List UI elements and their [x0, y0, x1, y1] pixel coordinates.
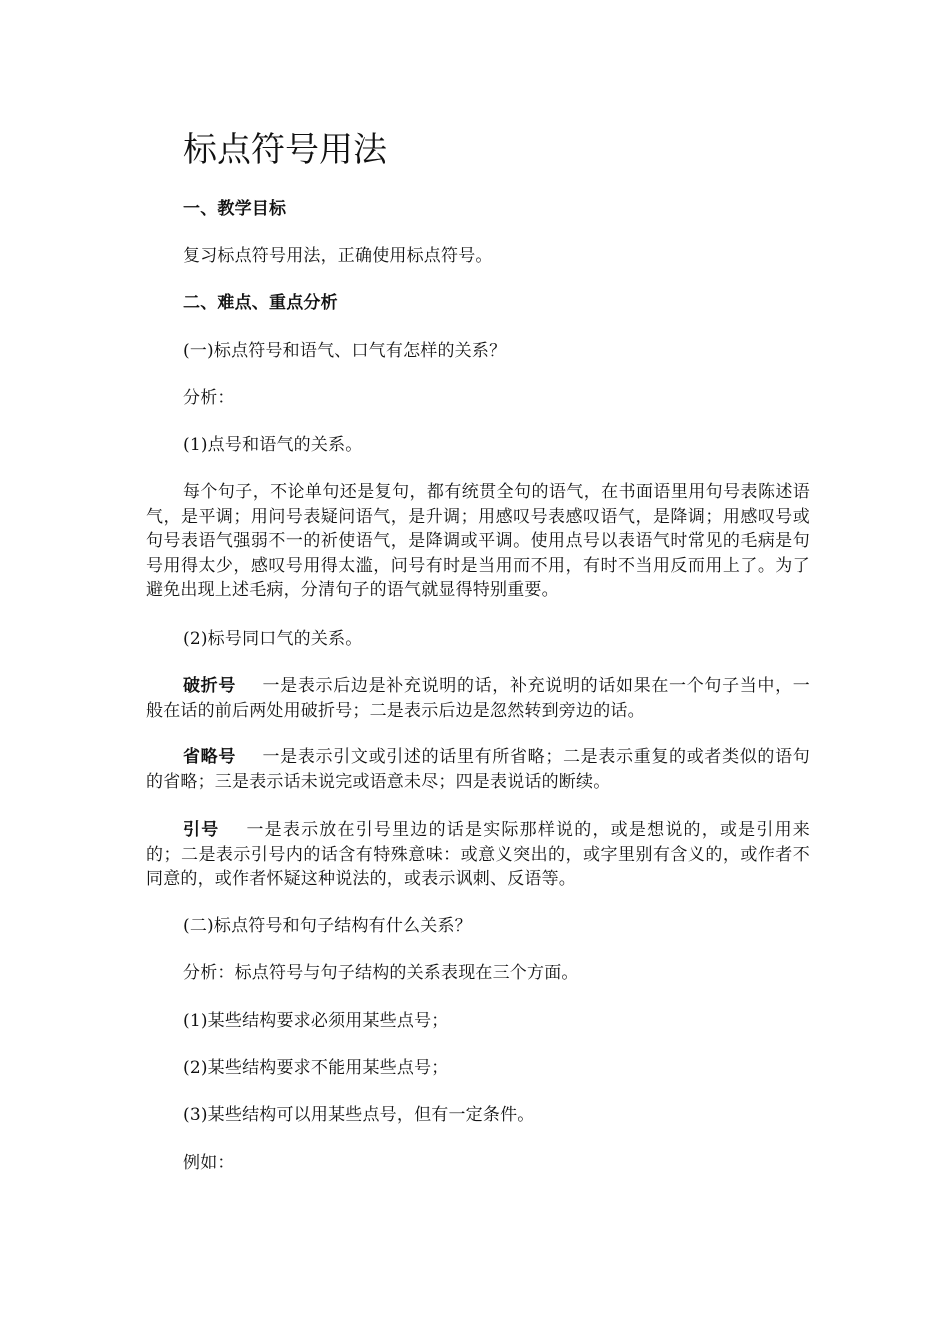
list-item-3: (3)某些结构可以用某些点号，但有一定条件。: [183, 1105, 535, 1125]
point-1-title: (1)点号和语气的关系。: [183, 435, 363, 455]
section-heading-objectives: 一、教学目标: [183, 199, 287, 219]
dash-paragraph: [146, 674, 810, 723]
point-2-title: (2)标号同口气的关系。: [183, 629, 363, 649]
ellipsis-body: 一是表示引文或引述的话里有所省略；二是表示重复的或者类似的语句的省略；三是表示话未说完或语意未尽；四是表说话的断续。: [146, 747, 810, 792]
quote-term: 引号: [183, 820, 220, 840]
section-heading-analysis: 二、难点、重点分析: [183, 293, 338, 313]
analysis-label: 分析：: [183, 388, 235, 408]
dash-term: 破折号: [183, 676, 237, 696]
list-item-2: (2)某些结构要求不能用某些点号；: [183, 1058, 449, 1078]
dash-body: 一是表示后边是补充说明的话，补充说明的话如果在一个句子当中，一般在话的前后两处用破折号；二是表示后边是忽然转到旁边的话。: [146, 676, 810, 721]
quote-body: 一是表示放在引号里边的话是实际那样说的，或是想说的，或是引用来的；二是表示引号内的话含有特殊意味：或意义突出的，或字里别有含义的，或作者不同意的，或作者怀疑这种说法的，或表示讽刺、反语等。: [146, 820, 811, 889]
question-1: (一)标点符号和语气、口气有怎样的关系？: [183, 341, 507, 361]
point-1-body: 每个句子，不论单句还是复句，都有统贯全句的语气，在书面语里用句号表陈述语气，是平调；用问号表疑问语气，是升调；用感叹号表感叹语气，是降调；用感叹号或句号表语气强弱不一的祈使语气，是降调或平调。使用点号以表语气时常见的毛病是句号用得太少，感叹号用得太滥，问号有时是当用而不用，有时不当用反而用上了。为了避免出现上述毛病，分清句子的语气就显得特别重要。: [146, 482, 810, 600]
question-2: (二)标点符号和句子结构有什么关系？: [183, 916, 472, 936]
objectives-text: 复习标点符号用法，正确使用标点符号。: [183, 246, 493, 266]
ellipsis-paragraph: [146, 745, 810, 794]
quote-paragraph: [146, 818, 810, 892]
page-title: 标点符号用法: [183, 130, 387, 170]
list-item-1: (1)某些结构要求必须用某些点号；: [183, 1011, 449, 1031]
example-label: 例如：: [183, 1153, 235, 1173]
ellipsis-term: 省略号: [183, 747, 237, 767]
analysis-2: 分析：标点符号与句子结构的关系表现在三个方面。: [183, 963, 579, 983]
